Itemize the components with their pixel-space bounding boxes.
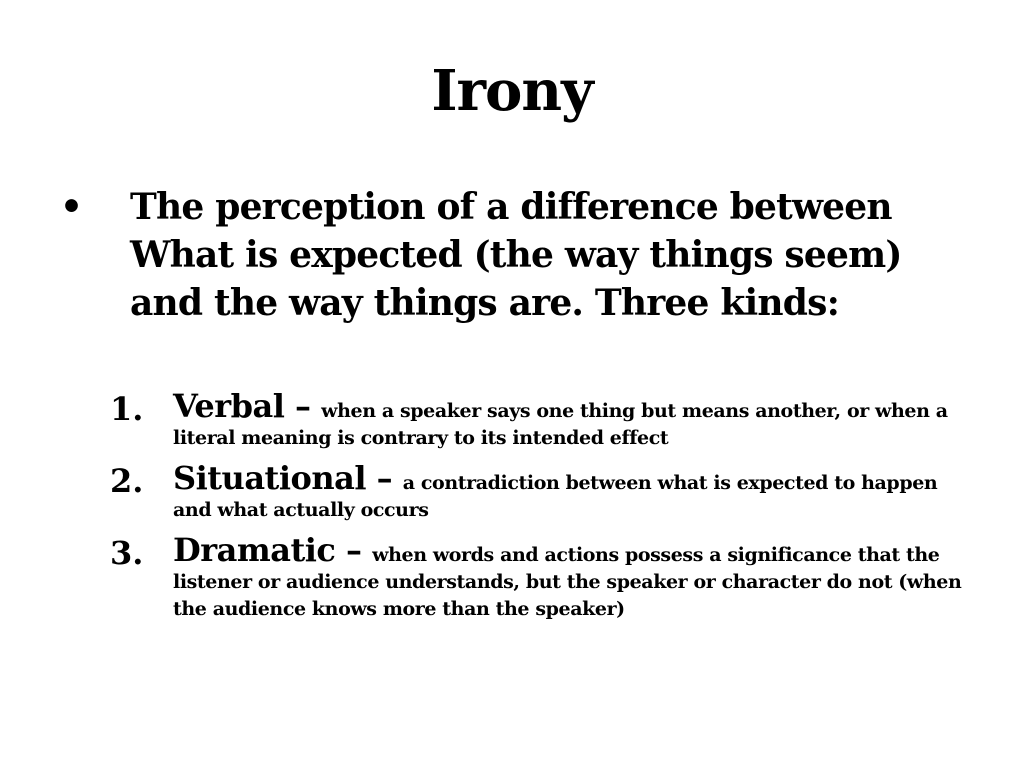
kind-definition: when words and actions possess a significance that the listener or audience understands, but the speaker or character do not (when the audience knows more than the speaker)	[173, 544, 962, 620]
slide-title: Irony	[431, 58, 593, 124]
list-item-body	[173, 531, 963, 623]
list-number: 1.	[110, 390, 144, 428]
list-number: 2.	[110, 462, 144, 500]
list-item-verbal	[110, 387, 970, 452]
kind-name: Verbal –	[173, 387, 322, 425]
kind-definition: when a speaker says one thing but means another, or when a literal meaning is contrary to its intended effect	[173, 400, 948, 449]
list-item-body	[173, 387, 963, 452]
bullet-text: The perception of a difference between What is expected (the way things seem) and the way things are. Three kinds:	[130, 186, 902, 324]
bullet-dot-icon: •	[60, 186, 84, 228]
kind-name: Dramatic –	[173, 531, 373, 569]
list-item-body	[173, 459, 963, 524]
bullet-item	[60, 183, 960, 327]
kind-definition: a contradiction between what is expected to happen and what actually occurs	[173, 472, 938, 521]
list-number: 3.	[110, 534, 144, 572]
list-item-situational	[110, 459, 970, 524]
list-item-dramatic	[110, 531, 970, 623]
kind-name: Situational –	[173, 459, 403, 497]
irony-kinds-list	[110, 387, 970, 633]
